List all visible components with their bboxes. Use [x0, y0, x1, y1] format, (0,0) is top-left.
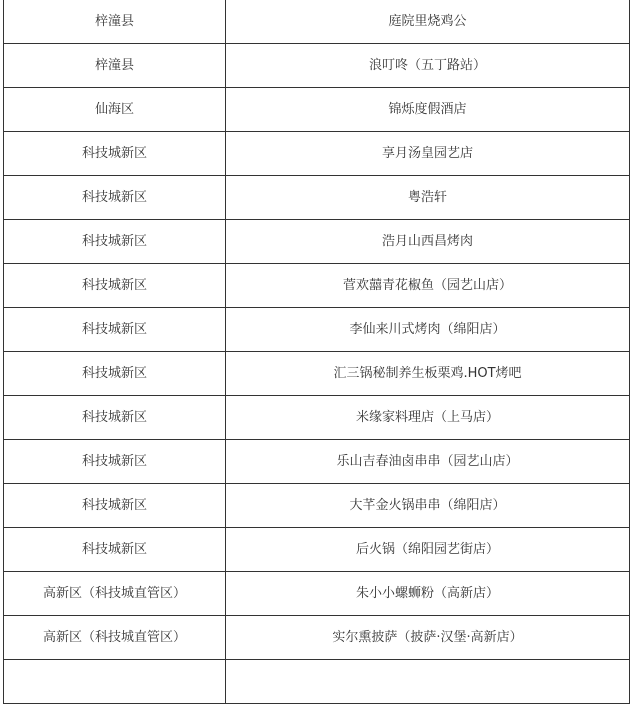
- district-cell: 科技城新区: [4, 396, 226, 440]
- table-row: [4, 660, 630, 704]
- district-cell: 梓潼县: [4, 0, 226, 44]
- shop-name-cell: 浩月山西昌烤肉: [226, 220, 630, 264]
- shop-name-cell: 享月汤皇园艺店: [226, 132, 630, 176]
- table-row: [4, 352, 630, 396]
- table-row: [4, 220, 630, 264]
- district-cell: 高新区（科技城直管区）: [4, 572, 226, 616]
- shop-name-cell: 后火锅（绵阳园艺街店）: [226, 528, 630, 572]
- shop-name-cell: 朱小小螺蛳粉（高新店）: [226, 572, 630, 616]
- district-cell: 科技城新区: [4, 440, 226, 484]
- shop-name-cell: 米缘家料理店（上马店）: [226, 396, 630, 440]
- table-row: [4, 0, 630, 44]
- shop-name-cell: 大芊金火锅串串（绵阳店）: [226, 484, 630, 528]
- shop-name-cell: 粤浩轩: [226, 176, 630, 220]
- district-cell: 科技城新区: [4, 528, 226, 572]
- table-row: [4, 264, 630, 308]
- district-cell: [4, 660, 226, 704]
- district-cell: 仙海区: [4, 88, 226, 132]
- table-row: [4, 88, 630, 132]
- district-cell: 高新区（科技城直管区）: [4, 616, 226, 660]
- table-row: [4, 132, 630, 176]
- district-cell: 科技城新区: [4, 352, 226, 396]
- shop-name-cell: [226, 660, 630, 704]
- shop-name-cell: 浪叮咚（五丁路站）: [226, 44, 630, 88]
- shop-name-cell: 李仙来川式烤肉（绵阳店）: [226, 308, 630, 352]
- table-row: [4, 308, 630, 352]
- district-cell: 梓潼县: [4, 44, 226, 88]
- district-cell: 科技城新区: [4, 484, 226, 528]
- merchant-table-container: [3, 0, 629, 704]
- shop-name-cell: 菅欢囍青花椒鱼（园艺山店）: [226, 264, 630, 308]
- table-row: [4, 440, 630, 484]
- district-cell: 科技城新区: [4, 308, 226, 352]
- merchant-table: [3, 0, 630, 704]
- table-row: [4, 572, 630, 616]
- shop-name-cell: 乐山吉春油卤串串（园艺山店）: [226, 440, 630, 484]
- merchant-table-body: [4, 0, 630, 704]
- table-row: [4, 484, 630, 528]
- shop-name-cell: 锦烁度假酒店: [226, 88, 630, 132]
- table-row: [4, 44, 630, 88]
- district-cell: 科技城新区: [4, 176, 226, 220]
- district-cell: 科技城新区: [4, 264, 226, 308]
- table-row: [4, 528, 630, 572]
- table-row: [4, 396, 630, 440]
- shop-name-cell: 汇三锅秘制养生板栗鸡.HOT烤吧: [226, 352, 630, 396]
- table-row: [4, 616, 630, 660]
- table-row: [4, 176, 630, 220]
- district-cell: 科技城新区: [4, 220, 226, 264]
- shop-name-cell: 实尔熏披萨（披萨·汉堡·高新店）: [226, 616, 630, 660]
- shop-name-cell: 庭院里烧鸡公: [226, 0, 630, 44]
- district-cell: 科技城新区: [4, 132, 226, 176]
